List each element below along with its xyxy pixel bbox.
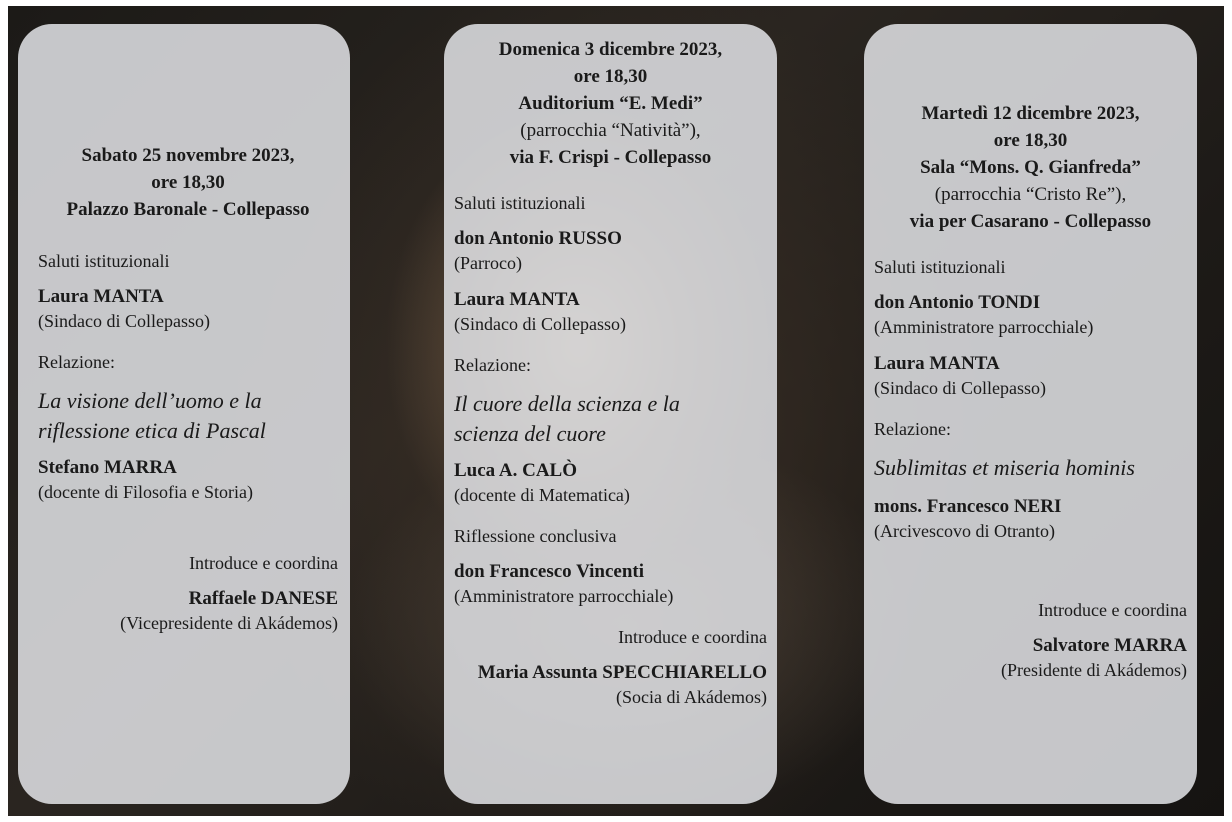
coordinator-label: Introduce e coordina bbox=[618, 627, 767, 647]
speaker-name: don Antonio RUSSO bbox=[454, 228, 622, 249]
reporter-role: (docente di Filosofia e Storia) bbox=[38, 482, 253, 502]
report-label: Relazione: bbox=[454, 355, 531, 375]
coordinator-name: Salvatore MARRA bbox=[1032, 635, 1187, 656]
event-parish: (parrocchia “Cristo Re”), bbox=[934, 184, 1127, 205]
reporter-role: (Arcivescovo di Otranto) bbox=[874, 521, 1055, 541]
coordinator-role: (Presidente di Akádemos) bbox=[1001, 660, 1187, 680]
reporter bbox=[874, 495, 1187, 544]
closing-name: don Francesco Vincenti bbox=[454, 561, 644, 582]
event-street: via per Casarano - Collepasso bbox=[909, 211, 1152, 232]
closing-label: Riflessione conclusiva bbox=[454, 526, 617, 546]
event-parish: (parrocchia “Natività”), bbox=[520, 120, 701, 141]
report-title-line: scienza del cuore bbox=[454, 421, 606, 446]
event-date: Domenica 3 dicembre 2023, bbox=[498, 39, 723, 60]
speaker bbox=[454, 227, 767, 276]
coordinator-label: Introduce e coordina bbox=[189, 553, 338, 573]
coordinator-block bbox=[874, 598, 1187, 683]
event-venue: Palazzo Baronale - Collepasso bbox=[66, 199, 310, 220]
event-time: ore 18,30 bbox=[151, 172, 225, 193]
speaker-role: (Sindaco di Collepasso) bbox=[874, 378, 1046, 398]
report-title bbox=[38, 386, 338, 446]
speaker-role: (Parroco) bbox=[454, 253, 522, 273]
reporter-name: mons. Francesco NERI bbox=[874, 496, 1062, 517]
event-time: ore 18,30 bbox=[993, 130, 1068, 151]
speaker bbox=[874, 352, 1187, 401]
speaker-name: Laura MANTA bbox=[454, 289, 580, 310]
speaker bbox=[454, 288, 767, 337]
event-venue: Sala “Mons. Q. Gianfreda” bbox=[920, 157, 1141, 178]
event-venue: Auditorium “E. Medi” bbox=[518, 93, 703, 114]
speaker-role: (Sindaco di Collepasso) bbox=[454, 314, 626, 334]
report-label: Relazione: bbox=[874, 419, 951, 439]
reporter bbox=[454, 459, 767, 508]
speaker bbox=[38, 285, 338, 334]
event-panel-3 bbox=[864, 24, 1197, 804]
coordinator-role: (Socia di Akádemos) bbox=[616, 687, 767, 707]
coordinator-label: Introduce e coordina bbox=[1038, 600, 1187, 620]
closing-role: (Amministratore parrocchiale) bbox=[454, 586, 674, 606]
speaker-name: Laura MANTA bbox=[874, 353, 1000, 374]
coordinator-name: Maria Assunta SPECCHIARELLO bbox=[477, 662, 767, 683]
reporter-name: Luca A. CALÒ bbox=[454, 460, 577, 481]
speaker-role: (Sindaco di Collepasso) bbox=[38, 311, 210, 331]
greetings-label: Saluti istituzionali bbox=[874, 257, 1006, 277]
speaker-role: (Amministratore parrocchiale) bbox=[874, 317, 1094, 337]
report-title-line: La visione dell’uomo e la bbox=[38, 388, 262, 413]
greetings-label: Saluti istituzionali bbox=[454, 193, 586, 213]
reporter-role: (docente di Matematica) bbox=[454, 485, 630, 505]
report-title-line: riflessione etica di Pascal bbox=[38, 418, 266, 443]
speaker-name: Laura MANTA bbox=[38, 286, 164, 307]
event-date: Martedì 12 dicembre 2023, bbox=[921, 103, 1140, 124]
event-header bbox=[454, 36, 767, 171]
speaker bbox=[874, 291, 1187, 340]
reporter-name: Stefano MARRA bbox=[38, 457, 177, 478]
report-title-line: Sublimitas et miseria hominis bbox=[874, 455, 1135, 480]
event-street: via F. Crispi - Collepasso bbox=[509, 147, 712, 168]
event-time: ore 18,30 bbox=[573, 66, 648, 87]
coordinator-block bbox=[454, 625, 767, 710]
coordinator-block bbox=[38, 551, 338, 636]
report-title bbox=[874, 453, 1187, 483]
report-title-line: Il cuore della scienza e la bbox=[454, 391, 680, 416]
event-date: Sabato 25 novembre 2023, bbox=[81, 145, 295, 166]
coordinator-role: (Vicepresidente di Akádemos) bbox=[120, 613, 338, 633]
report-label: Relazione: bbox=[38, 352, 115, 372]
event-header bbox=[38, 142, 338, 223]
event-panel-1 bbox=[18, 24, 350, 804]
report-title bbox=[454, 389, 767, 449]
coordinator-name: Raffaele DANESE bbox=[188, 588, 338, 609]
event-header bbox=[874, 100, 1187, 235]
speaker-name: don Antonio TONDI bbox=[874, 292, 1041, 313]
closing-speaker bbox=[454, 560, 767, 609]
portrait-background bbox=[8, 6, 1224, 816]
event-panel-2 bbox=[444, 24, 777, 804]
reporter bbox=[38, 456, 338, 505]
greetings-label: Saluti istituzionali bbox=[38, 251, 170, 271]
